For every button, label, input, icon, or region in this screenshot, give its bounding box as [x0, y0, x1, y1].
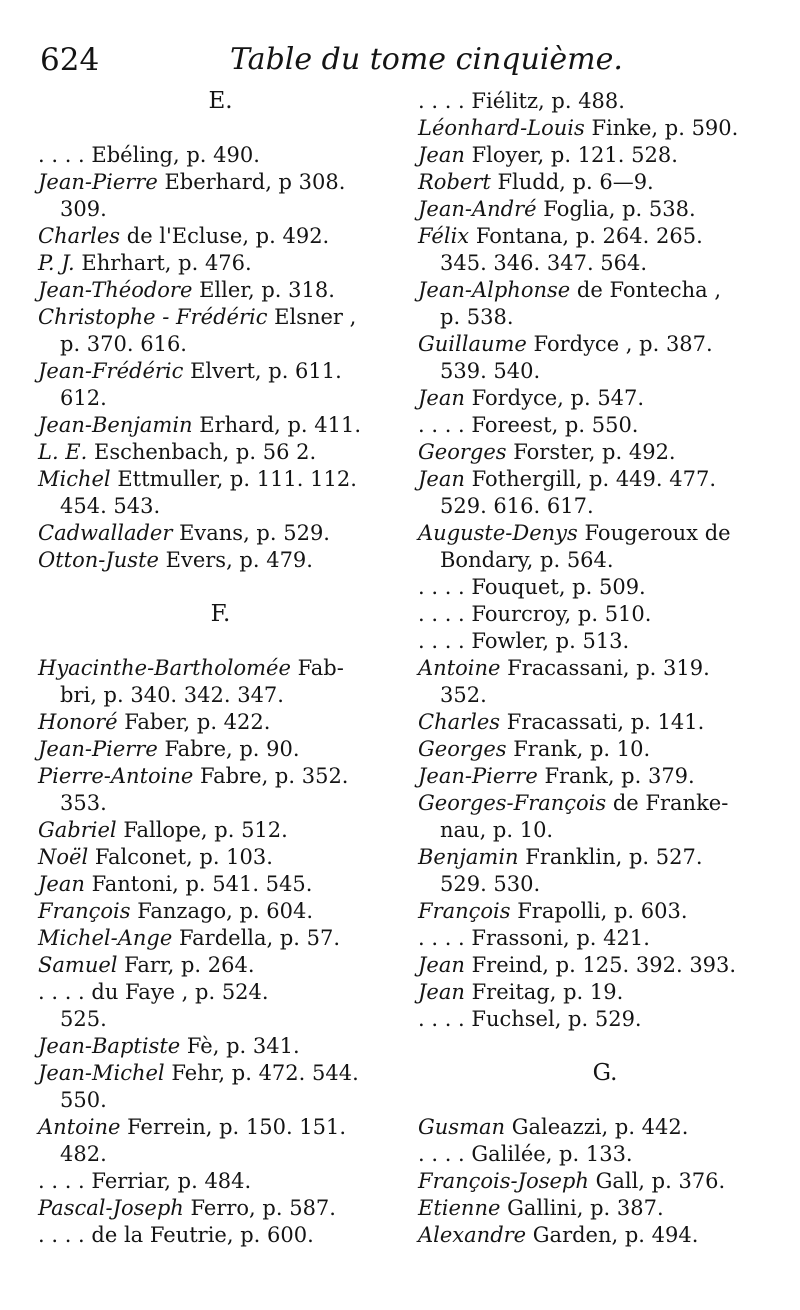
- entry-text: 612.: [60, 386, 107, 410]
- entry-text: . . . . Fouquet, p. 509.: [418, 575, 646, 599]
- given-name: Jean-Benjamin: [38, 413, 193, 437]
- index-entry: [418, 520, 792, 547]
- entry-text: 539. 540.: [440, 359, 541, 383]
- page-number: 624: [40, 42, 100, 78]
- index-entry: [418, 844, 792, 871]
- index-entry: [418, 196, 792, 223]
- entry-text: Freind, p. 125. 392. 393.: [464, 953, 737, 977]
- entry-text: Fougeroux de: [577, 521, 731, 545]
- entry-text: Elvert, p. 611.: [183, 359, 342, 383]
- given-name: Gabriel: [38, 818, 117, 842]
- given-name: Jean: [418, 143, 465, 167]
- given-name: Jean-Alphonse: [418, 278, 571, 302]
- index-entry: [418, 1141, 792, 1168]
- given-name: Christophe - Frédéric: [38, 305, 268, 329]
- given-name: Pascal-Joseph: [38, 1196, 184, 1220]
- entry-text: Forster, p. 492.: [506, 440, 676, 464]
- index-entry: [38, 250, 403, 277]
- given-name: Auguste-Denys: [418, 521, 578, 545]
- given-name: Guillaume: [418, 332, 527, 356]
- index-entry: [418, 88, 792, 115]
- given-name: Benjamin: [418, 845, 519, 869]
- entry-text: Garden, p. 494.: [526, 1223, 699, 1247]
- index-entry: [38, 1168, 403, 1195]
- entry-text: Fludd, p. 6—9.: [490, 170, 654, 194]
- entry-text: 345. 346. 347. 564.: [440, 251, 648, 275]
- entry-text: . . . . du Faye , p. 524.: [38, 980, 269, 1004]
- index-entry-continuation: [38, 1087, 403, 1114]
- index-entry: [38, 1222, 403, 1249]
- index-entry: [38, 412, 403, 439]
- entry-text: 529. 530.: [440, 872, 541, 896]
- given-name: Léonhard-Louis: [418, 116, 585, 140]
- entry-text: Ferro, p. 587.: [183, 1196, 336, 1220]
- entry-text: Floyer, p. 121. 528.: [464, 143, 678, 167]
- entry-text: . . . . Galilée, p. 133.: [418, 1142, 633, 1166]
- given-name: Antoine: [38, 1115, 121, 1139]
- given-name: Jean-Pierre: [38, 170, 158, 194]
- index-entry-continuation: [38, 1141, 403, 1168]
- index-entry: [418, 466, 792, 493]
- section-letter-heading: E.: [208, 88, 233, 114]
- entry-text: 353.: [60, 791, 107, 815]
- index-entry: [418, 1168, 792, 1195]
- entry-text: Bondary, p. 564.: [440, 548, 614, 572]
- entry-text: Frapolli, p. 603.: [510, 899, 688, 923]
- entry-text: Franklin, p. 527.: [518, 845, 703, 869]
- entry-text: Farr, p. 264.: [117, 953, 255, 977]
- given-name: Otton-Juste: [38, 548, 159, 572]
- entry-text: p. 538.: [440, 305, 514, 329]
- index-entry: [38, 142, 403, 169]
- given-name: Charles: [418, 710, 501, 734]
- index-entry: [418, 1195, 792, 1222]
- index-entry-continuation: [418, 871, 792, 898]
- index-entry: [418, 277, 792, 304]
- given-name: Jean-Michel: [38, 1061, 165, 1085]
- index-entry: [38, 439, 403, 466]
- index-entry-continuation: [38, 493, 403, 520]
- entry-text: de l'Ecluse, p. 492.: [120, 224, 330, 248]
- given-name: Robert: [418, 170, 491, 194]
- entry-text: Gall, p. 376.: [588, 1169, 726, 1193]
- index-entry: [418, 736, 792, 763]
- entry-text: Gallini, p. 387.: [500, 1196, 664, 1220]
- entry-text: 352.: [440, 683, 487, 707]
- entry-text: . . . . Foreest, p. 550.: [418, 413, 639, 437]
- given-name: François-Joseph: [418, 1169, 589, 1193]
- index-entry: [418, 331, 792, 358]
- blank-line: [38, 628, 403, 655]
- given-name: Jean-Pierre: [38, 737, 158, 761]
- entry-text: Evans, p. 529.: [172, 521, 330, 545]
- index-entry: [38, 358, 403, 385]
- index-entry: [418, 412, 792, 439]
- entry-text: bri, p. 340. 342. 347.: [60, 683, 284, 707]
- entry-text: . . . . Fourcroy, p. 510.: [418, 602, 652, 626]
- entry-text: Fab-: [290, 656, 344, 680]
- index-entry: [418, 925, 792, 952]
- index-entry: [418, 142, 792, 169]
- index-entry: [38, 952, 403, 979]
- given-name: Honoré: [38, 710, 118, 734]
- given-name: Georges: [418, 737, 507, 761]
- blank-line: [38, 574, 403, 601]
- entry-text: Foglia, p. 538.: [536, 197, 696, 221]
- index-entry-continuation: [38, 385, 403, 412]
- index-entry: [38, 736, 403, 763]
- index-entry: [418, 223, 792, 250]
- index-entry-continuation: [38, 682, 403, 709]
- given-name: Jean-André: [418, 197, 537, 221]
- index-entry-continuation: [38, 196, 403, 223]
- blank-line: [38, 115, 403, 142]
- entry-text: Fallope, p. 512.: [116, 818, 288, 842]
- given-name: Etienne: [418, 1196, 501, 1220]
- given-name: Félix: [418, 224, 470, 248]
- entry-text: Frank, p. 379.: [537, 764, 695, 788]
- given-name: Jean: [418, 953, 465, 977]
- entry-text: nau, p. 10.: [440, 818, 554, 842]
- index-entry-continuation: [38, 1006, 403, 1033]
- index-entry: [38, 763, 403, 790]
- index-entry-continuation: [418, 547, 792, 574]
- entry-text: Fantoni, p. 541. 545.: [84, 872, 313, 896]
- index-entry: [418, 952, 792, 979]
- running-title: Table du tome cinquième.: [230, 42, 623, 77]
- left-column: [38, 88, 403, 1249]
- given-name: Jean-Pierre: [418, 764, 538, 788]
- right-column: [418, 88, 792, 1249]
- given-name: Pierre-Antoine: [38, 764, 194, 788]
- entry-text: Ferrein, p. 150. 151.: [120, 1115, 347, 1139]
- given-name: François: [418, 899, 511, 923]
- entry-text: Evers, p. 479.: [158, 548, 313, 572]
- index-entry-continuation: [418, 817, 792, 844]
- entry-text: Fanzago, p. 604.: [130, 899, 313, 923]
- given-name: Samuel: [38, 953, 118, 977]
- given-name: Charles: [38, 224, 121, 248]
- index-entry: [418, 655, 792, 682]
- index-entry: [38, 1114, 403, 1141]
- given-name: Jean-Théodore: [38, 278, 193, 302]
- entry-text: Eberhard, p 308.: [157, 170, 346, 194]
- given-name: Georges-François: [418, 791, 607, 815]
- index-entry-continuation: [418, 304, 792, 331]
- index-entry: [418, 790, 792, 817]
- entry-text: Galeazzi, p. 442.: [505, 1115, 689, 1139]
- index-entry: [418, 628, 792, 655]
- entry-text: 454. 543.: [60, 494, 161, 518]
- index-entry-continuation: [38, 790, 403, 817]
- index-entry: [38, 709, 403, 736]
- index-entry-continuation: [418, 250, 792, 277]
- entry-text: Fehr, p. 472. 544.: [164, 1061, 359, 1085]
- entry-text: . . . . Fowler, p. 513.: [418, 629, 630, 653]
- given-name: Noël: [38, 845, 89, 869]
- index-entry: [38, 871, 403, 898]
- index-entry: [38, 466, 403, 493]
- entry-text: 550.: [60, 1088, 107, 1112]
- index-entry: [418, 898, 792, 925]
- index-entry: [38, 1033, 403, 1060]
- entry-text: Ettmuller, p. 111. 112.: [110, 467, 357, 491]
- entry-text: 482.: [60, 1142, 107, 1166]
- given-name: Georges: [418, 440, 507, 464]
- entry-text: Eller, p. 318.: [192, 278, 335, 302]
- index-entry: [418, 385, 792, 412]
- index-entry: [418, 979, 792, 1006]
- index-entry: [38, 1195, 403, 1222]
- entry-text: 309.: [60, 197, 107, 221]
- entry-text: . . . . de la Feutrie, p. 600.: [38, 1223, 314, 1247]
- entry-text: 529. 616. 617.: [440, 494, 594, 518]
- given-name: L. E.: [38, 440, 88, 464]
- entry-text: Fordyce, p. 547.: [464, 386, 645, 410]
- index-entry: [418, 169, 792, 196]
- index-entry-continuation: [38, 331, 403, 358]
- entry-text: Fracassati, p. 141.: [500, 710, 705, 734]
- entry-text: Fontana, p. 264. 265.: [469, 224, 703, 248]
- entry-text: Fabre, p. 90.: [157, 737, 300, 761]
- entry-text: Faber, p. 422.: [117, 710, 271, 734]
- index-entry: [418, 1222, 792, 1249]
- given-name: Gusman: [418, 1115, 506, 1139]
- given-name: P. J.: [38, 251, 75, 275]
- given-name: François: [38, 899, 131, 923]
- entry-text: . . . . Fiélitz, p. 488.: [418, 89, 625, 113]
- given-name: Jean-Frédéric: [38, 359, 184, 383]
- index-entry: [418, 1006, 792, 1033]
- entry-text: Fè, p. 341.: [180, 1034, 300, 1058]
- blank-line: [418, 1033, 792, 1060]
- given-name: Jean-Baptiste: [38, 1034, 181, 1058]
- entry-text: de Fontecha ,: [570, 278, 722, 302]
- entry-text: Fothergill, p. 449. 477.: [464, 467, 717, 491]
- index-entry: [38, 1060, 403, 1087]
- index-entry: [418, 574, 792, 601]
- index-entry: [38, 925, 403, 952]
- index-entry: [418, 1114, 792, 1141]
- index-entry: [418, 601, 792, 628]
- given-name: Cadwallader: [38, 521, 173, 545]
- entry-text: Erhard, p. 411.: [192, 413, 362, 437]
- entry-text: . . . . Frassoni, p. 421.: [418, 926, 650, 950]
- entry-text: Falconet, p. 103.: [88, 845, 273, 869]
- index-entry: [418, 763, 792, 790]
- entry-text: Fabre, p. 352.: [193, 764, 349, 788]
- entry-text: Fracassani, p. 319.: [500, 656, 710, 680]
- index-entry: [38, 277, 403, 304]
- given-name: Antoine: [418, 656, 501, 680]
- entry-text: Ehrhart, p. 476.: [74, 251, 252, 275]
- index-entry: [38, 979, 403, 1006]
- index-entry: [38, 844, 403, 871]
- entry-text: Fordyce , p. 387.: [526, 332, 713, 356]
- index-entry: [38, 547, 403, 574]
- entry-text: . . . . Ferriar, p. 484.: [38, 1169, 252, 1193]
- section-letter-heading: G.: [592, 1060, 618, 1086]
- entry-text: 525.: [60, 1007, 107, 1031]
- index-entry: [38, 898, 403, 925]
- entry-text: Elsner ,: [267, 305, 357, 329]
- entry-text: Eschenbach, p. 56 2.: [87, 440, 317, 464]
- entry-text: p. 370. 616.: [60, 332, 187, 356]
- given-name: Jean: [418, 386, 465, 410]
- given-name: Hyacinthe-Bartholomée: [38, 656, 291, 680]
- given-name: Jean: [38, 872, 85, 896]
- given-name: Michel: [38, 467, 111, 491]
- given-name: Jean: [418, 980, 465, 1004]
- index-entry-continuation: [418, 493, 792, 520]
- entry-text: Freitag, p. 19.: [464, 980, 624, 1004]
- blank-line: [418, 1087, 792, 1114]
- index-entry: [38, 223, 403, 250]
- entry-text: Frank, p. 10.: [506, 737, 651, 761]
- index-entry: [38, 169, 403, 196]
- section-letter-heading: F.: [210, 601, 231, 627]
- index-entry: [418, 439, 792, 466]
- index-entry: [38, 304, 403, 331]
- given-name: Michel-Ange: [38, 926, 173, 950]
- entry-text: de Franke-: [606, 791, 729, 815]
- index-entry-continuation: [418, 682, 792, 709]
- entry-text: . . . . Fuchsel, p. 529.: [418, 1007, 642, 1031]
- given-name: Alexandre: [418, 1223, 527, 1247]
- index-entry: [38, 520, 403, 547]
- given-name: Jean: [418, 467, 465, 491]
- index-entry: [418, 709, 792, 736]
- entry-text: . . . . Ebéling, p. 490.: [38, 143, 260, 167]
- index-entry: [38, 817, 403, 844]
- running-header: [0, 40, 800, 80]
- index-entry-continuation: [418, 358, 792, 385]
- entry-text: Fardella, p. 57.: [172, 926, 341, 950]
- index-entry: [38, 655, 403, 682]
- entry-text: Finke, p. 590.: [584, 116, 739, 140]
- index-entry: [418, 115, 792, 142]
